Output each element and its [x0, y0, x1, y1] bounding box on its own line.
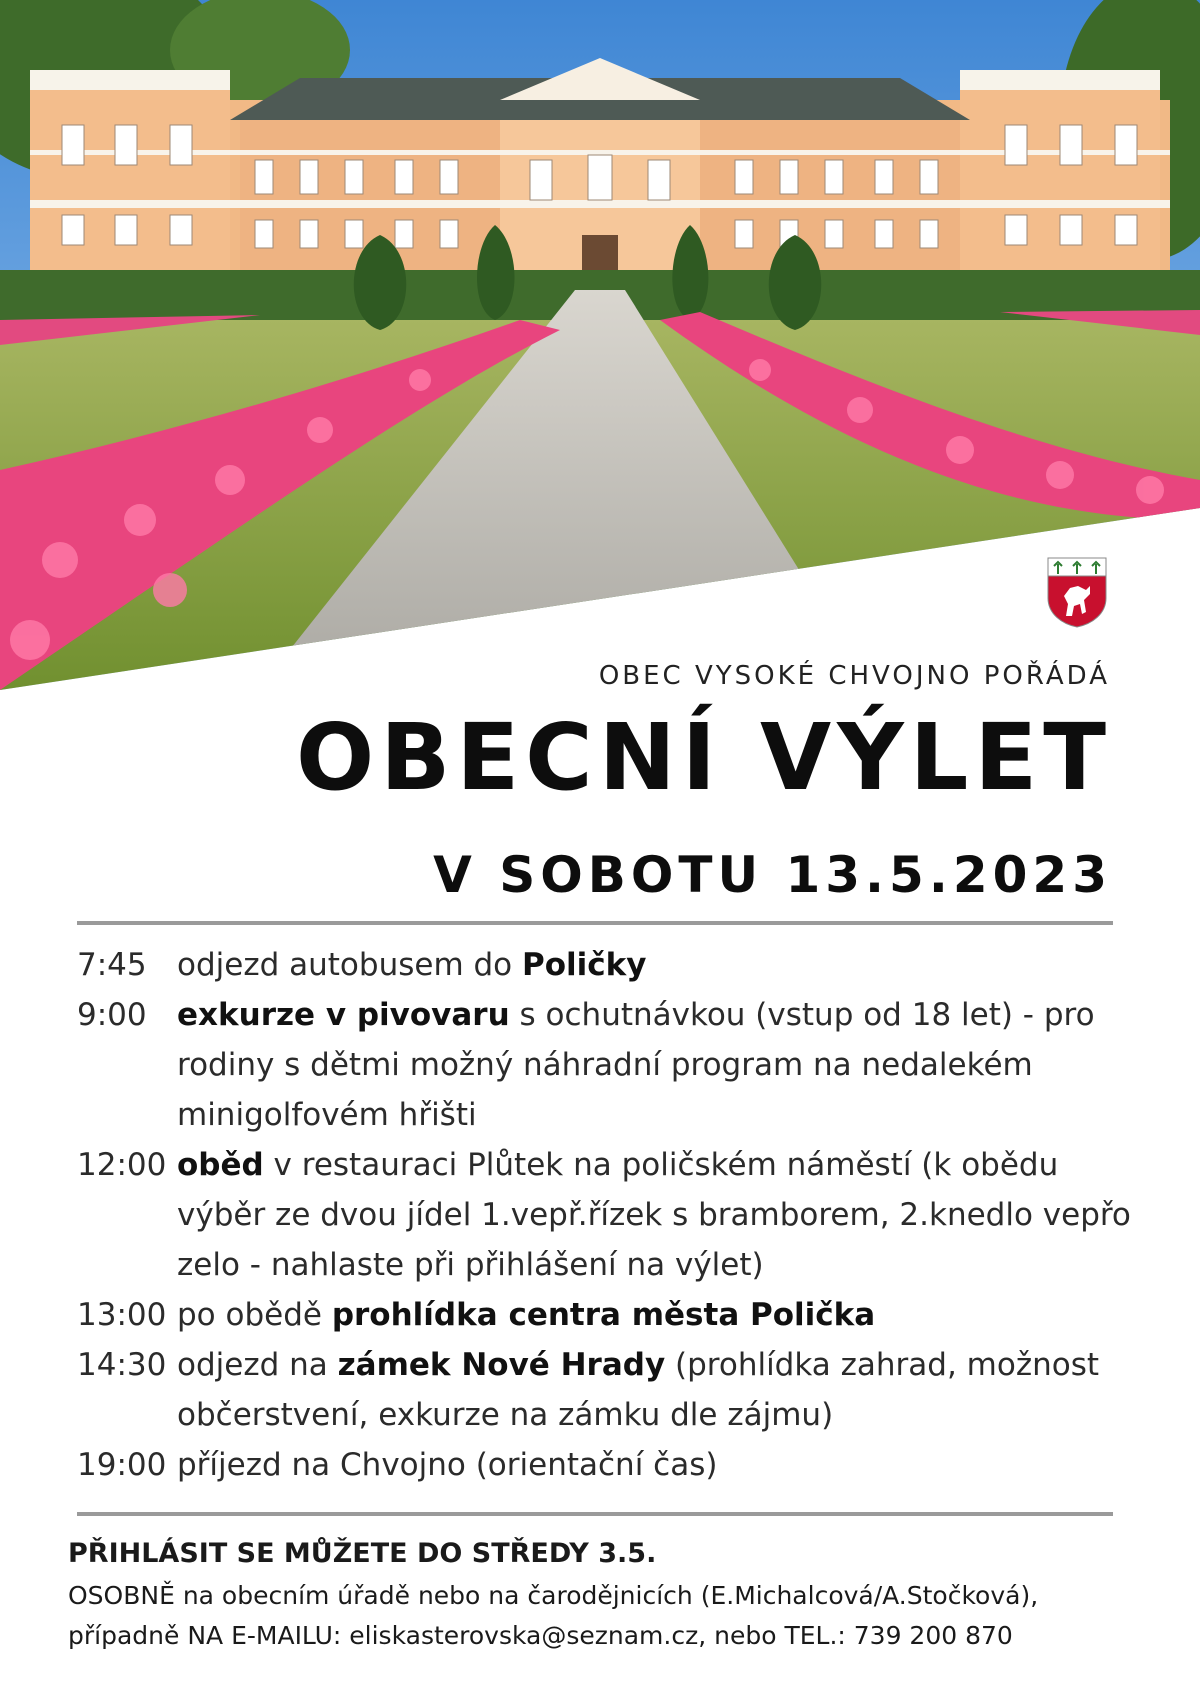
schedule-time: 19:00	[77, 1447, 167, 1483]
schedule-highlight: zámek Nové Hrady	[337, 1347, 666, 1383]
registration-info	[68, 1532, 1178, 1656]
event-date: V SOBOTU 13.5.2023	[433, 846, 1112, 904]
schedule-description	[177, 1140, 1137, 1290]
schedule-item	[77, 1140, 1137, 1290]
schedule-time: 7:45	[77, 947, 147, 983]
divider-bottom	[77, 1512, 1113, 1516]
schedule-text: odjezd na	[177, 1347, 338, 1383]
schedule-text: s ochutnávkou (vstup od 18 let) - pro rodiny s dětmi možný náhradní program na nedalekém minigolfovém hřišti	[177, 997, 1095, 1133]
registration-contact: případně NA E-MAILU: eliskasterovska@seznam.cz, nebo TEL.: 739 200 870	[68, 1621, 1013, 1650]
schedule-text: příjezd na Chvojno (orientační čas)	[177, 1447, 718, 1483]
schedule-description	[177, 990, 1137, 1140]
hero-castle-photo	[0, 0, 1200, 700]
schedule-description	[177, 1290, 1137, 1340]
schedule-highlight: exkurze v pivovaru	[177, 997, 510, 1033]
schedule-highlight: Poličky	[522, 947, 647, 983]
registration-in-person: OSOBNĚ na obecním úřadě nebo na čarodějnicích (E.Michalcová/A.Stočková),	[68, 1581, 1039, 1610]
coat-of-arms-icon	[1046, 556, 1108, 628]
divider-top	[77, 921, 1113, 925]
schedule-time: 14:30	[77, 1347, 167, 1383]
schedule-text: (prohlídka zahrad, možnost občerstvení, exkurze na zámku dle zájmu)	[177, 1347, 1100, 1433]
schedule-highlight: prohlídka centra města Polička	[331, 1297, 876, 1333]
schedule-text: odjezd autobusem do	[177, 947, 522, 983]
schedule-time: 13:00	[77, 1297, 167, 1333]
schedule-description	[177, 940, 1137, 990]
schedule-item	[77, 940, 1137, 990]
page-title: OBECNÍ VÝLET	[296, 704, 1112, 811]
schedule-highlight: oběd	[177, 1147, 264, 1183]
schedule-text: po obědě	[177, 1297, 332, 1333]
schedule-time: 9:00	[77, 997, 147, 1033]
schedule-item	[77, 1440, 1137, 1490]
schedule-item	[77, 1290, 1137, 1340]
schedule-item	[77, 1340, 1137, 1440]
schedule-list	[77, 940, 1137, 1490]
schedule-text: v restauraci Plůtek na poličském náměstí (k obědu výběr ze dvou jídel 1.vepř.řízek s bramborem, 2.knedlo vepřo zelo - nahlaste při přihlášení na výlet)	[177, 1147, 1131, 1283]
schedule-item	[77, 990, 1137, 1140]
schedule-time: 12:00	[77, 1147, 167, 1183]
schedule-description	[177, 1340, 1137, 1440]
organizer-line: OBEC VYSOKÉ CHVOJNO POŘÁDÁ	[598, 661, 1110, 691]
schedule-description	[177, 1440, 1137, 1490]
registration-heading: PŘIHLÁSIT SE MŮŽETE DO STŘEDY 3.5.	[68, 1538, 657, 1569]
